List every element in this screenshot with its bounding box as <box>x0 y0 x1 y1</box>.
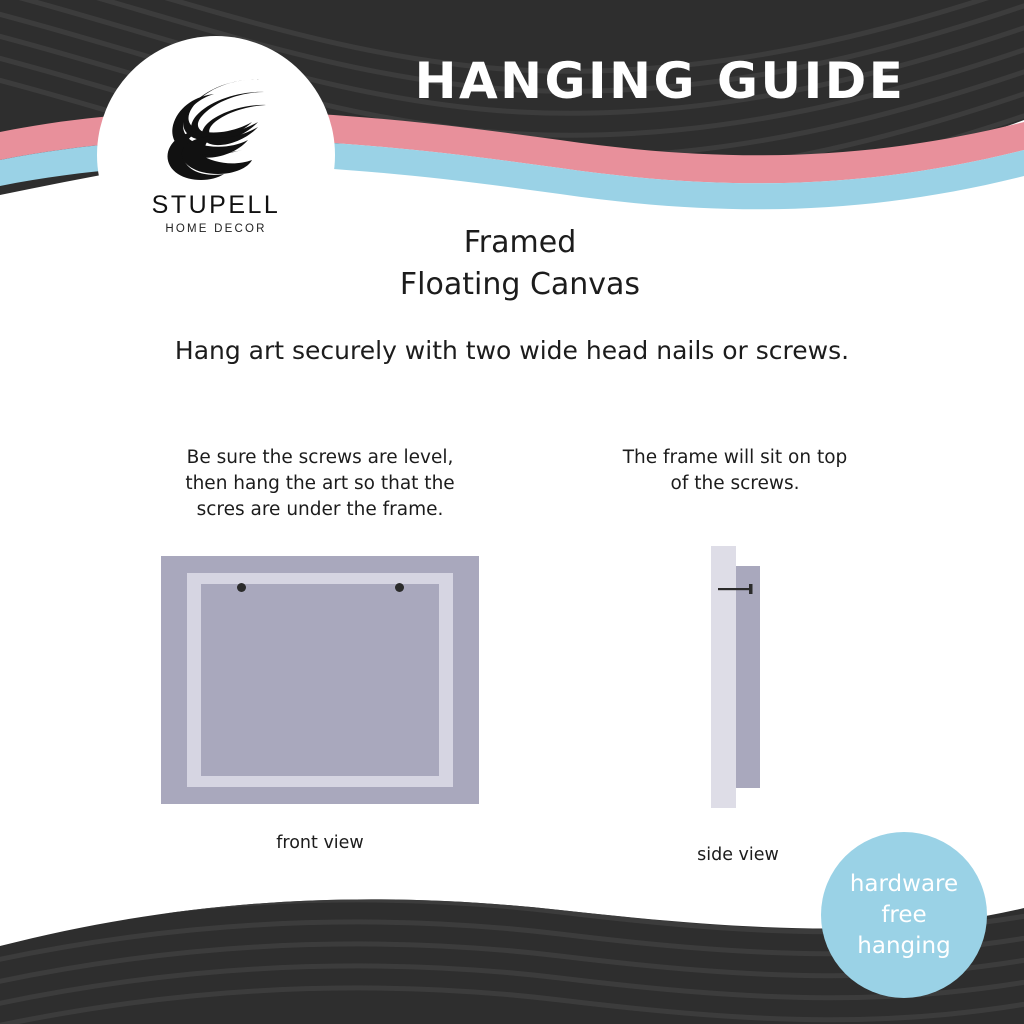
front-view-canvas <box>201 584 439 776</box>
main-instruction: Hang art securely with two wide head nails or screws. <box>174 336 850 365</box>
page-title: HANGING GUIDE <box>414 52 906 110</box>
badge-line3: hanging <box>857 932 951 959</box>
front-caption-line2: then hang the art so that the <box>185 473 455 494</box>
side-view-caption <box>570 445 900 497</box>
product-title-line2: Floating Canvas <box>399 267 641 302</box>
brand-logo <box>97 36 335 274</box>
badge-line1: hardware <box>849 870 959 897</box>
logo-name: STUPELL <box>151 191 281 219</box>
front-view-caption <box>120 445 520 523</box>
badge-line2: free <box>881 901 927 928</box>
logo-subtitle: HOME DECOR <box>165 223 267 235</box>
front-caption-line3: scres are under the frame. <box>196 499 444 520</box>
product-title <box>330 222 710 306</box>
front-view-label: front view <box>276 833 364 853</box>
front-caption-line1: Be sure the screws are level, <box>186 447 454 468</box>
side-caption-line1: The frame will sit on top <box>622 447 848 468</box>
product-title-line1: Framed <box>463 225 577 260</box>
side-caption-line2: of the screws. <box>670 473 800 494</box>
screw-dot-left-icon <box>237 583 246 592</box>
side-view-frame <box>736 566 760 788</box>
front-view-mat <box>187 573 453 787</box>
swirl-logo-icon <box>156 72 276 187</box>
screw-dot-right-icon <box>395 583 404 592</box>
front-view-diagram <box>161 556 479 804</box>
hardware-free-badge <box>821 832 987 998</box>
screw-side-icon <box>718 584 754 594</box>
side-view-label: side view <box>697 845 779 865</box>
